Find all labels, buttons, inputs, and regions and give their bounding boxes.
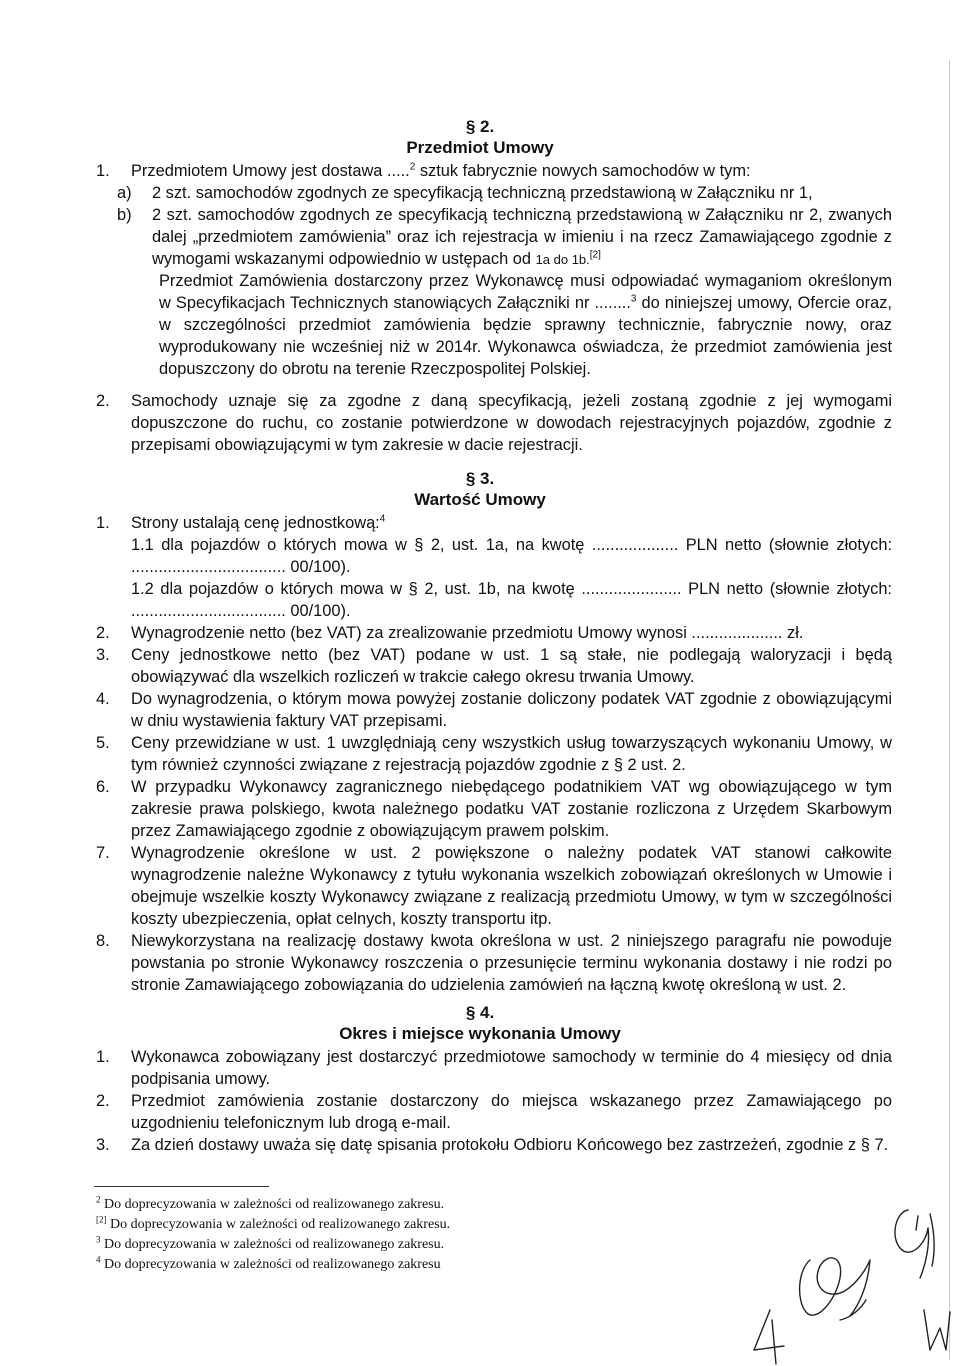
footnote-1: $^2$ Do doprecyzowania w zależności od realizowanego zakresu. bbox=[96, 1194, 445, 1212]
footnote-3: $^3$ Do doprecyzowania w zależności od realizowanego zakresu. bbox=[96, 1234, 445, 1252]
s3-item-4: Do wynagrodzenia, o którym mowa powyżej zostanie doliczony podatek VAT zgodnie z obowiązującymi w dniu wystawienia faktury VAT przepisami. bbox=[131, 690, 892, 730]
s2-item-1-number: 1. bbox=[96, 162, 110, 180]
s3-item-2-number: 2. bbox=[96, 624, 110, 642]
s4-item-3: Za dzień dostawy uważa się datę spisania protokołu Odbioru Końcowego bez zastrzeżeń, zgodnie z § 7. bbox=[131, 1136, 889, 1154]
footnote-4: $^4$ Do doprecyzowania w zależności od realizowanego zakresu bbox=[96, 1254, 441, 1272]
s3-item-4-number: 4. bbox=[96, 690, 110, 708]
s3-item-2: Wynagrodzenie netto (bez VAT) za zrealizowanie przedmiotu Umowy wynosi .................... zł. bbox=[131, 624, 804, 642]
s3-item-5-number: 5. bbox=[96, 734, 110, 752]
s4-item-1: Wykonawca zobowiązany jest dostarczyć przedmiotowe samochody w terminie do 4 miesięcy od dnia podpisania umowy. bbox=[131, 1048, 892, 1088]
section-2-number: § 2. bbox=[465, 117, 495, 136]
s2-item-a: 2 szt. samochodów zgodnych ze specyfikacją techniczną przedstawioną w Załączniku nr 1, bbox=[152, 184, 813, 202]
page-edge-line bbox=[949, 60, 950, 1360]
section-3-title: Wartość Umowy bbox=[414, 490, 546, 509]
s2-item-2-number: 2. bbox=[96, 392, 110, 410]
s4-item-3-number: 3. bbox=[96, 1136, 110, 1154]
section-3-number: § 3. bbox=[465, 469, 495, 488]
s2-item-b-label: b) bbox=[117, 206, 132, 224]
s3-item-7: Wynagrodzenie określone w ust. 2 powiększone o należny podatek VAT stanowi całkowite wynagrodzenie należne Wykonawcy z tytułu wykonania wszelkich zobowiązań określonych w Umowie i obejmuje wszelkie koszty Wykonawcy związane z realizacją przedmiotu Umowy, w tym w szczególności koszty ubezpieczenia, opłat celnych, koszty transportu itp. bbox=[131, 844, 892, 928]
s2-item-2: Samochody uznaje się za zgodne z daną specyfikacją, jeżeli zostaną zgodnie z jej wymogami dopuszczone do ruchu, co zostanie potwierdzone w dowodach rejestracyjnych pojazdów, zgodnie z przepisami obowiązującymi w tym zakresie w dacie rejestracji. bbox=[131, 392, 892, 454]
s2-item-a-label: a) bbox=[117, 184, 132, 202]
s2-item-b: 2 szt. samochodów zgodnych ze specyfikacją techniczną przedstawioną w Załączniku nr 2, zwanych dalej „przedmiotem zamówienia” oraz ich rejestracja w imieniu i na rzecz Zamawiającego zgodnie z wymogami wskazanymi odpowiednio w ustępach od 1a do 1b.[2] bbox=[152, 206, 892, 268]
s4-item-1-number: 1. bbox=[96, 1048, 110, 1066]
s2-item-1: Przedmiotem Umowy jest dostawa .....$^2$ sztuk fabrycznie nowych samochodów w tym: bbox=[131, 161, 751, 180]
s3-item-3: Ceny jednostkowe netto (bez VAT) podane w ust. 1 są stałe, nie podlegają waloryzacji i będą obowiązywać dla wszelkich rozliczeń w trakcie całego okresu trwania Umowy. bbox=[131, 646, 892, 686]
handwritten-signature bbox=[740, 1200, 955, 1366]
s3-item-5: Ceny przewidziane w ust. 1 uwzględniają ceny wszystkich usług towarzyszących wykonaniu Umowy, w tym również czynności związane z rejestracją pojazdów zgodnie z § 2 ust. 2. bbox=[131, 734, 892, 774]
section-4-title: Okres i miejsce wykonania Umowy bbox=[339, 1024, 621, 1043]
s3-item-1: Strony ustalają cenę jednostkową:$^4$ bbox=[131, 513, 386, 532]
footnote-2: [2] Do doprecyzowania w zależności od realizowanego zakresu. bbox=[96, 1214, 451, 1232]
s3-item-1-number: 1. bbox=[96, 514, 110, 532]
s3-item-6-number: 6. bbox=[96, 778, 110, 796]
section-2-title: Przedmiot Umowy bbox=[406, 138, 554, 157]
s4-item-2: Przedmiot zamówienia zostanie dostarczony do miejsca wskazanego przez Zamawiającego po uzgodnieniu telefonicznym lub drogą e-mail. bbox=[131, 1092, 892, 1132]
s3-item-1-2: 1.2 dla pojazdów o których mowa w § 2, ust. 1b, na kwotę ...................... PLN netto (słownie złotych: .................................. 00/100). bbox=[131, 580, 892, 620]
s3-item-3-number: 3. bbox=[96, 646, 110, 664]
s3-item-6: W przypadku Wykonawcy zagranicznego niebędącego podatnikiem VAT wg obowiązującego w tym zakresie prawa polskiego, kwota należnego podatku VAT zostanie rozliczona z Urzędem Skarbowym przez Zamawiającego zgodnie z obowiązującym prawem polskim. bbox=[131, 778, 892, 840]
s3-item-8-number: 8. bbox=[96, 932, 110, 950]
footnote-separator bbox=[94, 1186, 269, 1187]
s4-item-2-number: 2. bbox=[96, 1092, 110, 1110]
s3-item-1-1: 1.1 dla pojazdów o których mowa w § 2, ust. 1a, na kwotę ................... PLN netto (słownie złotych: .................................. 00/100). bbox=[131, 536, 892, 576]
s2-item-1-continuation: Przedmiot Zamówienia dostarczony przez Wykonawcę musi odpowiadać wymaganiom określonym w Specyfikacjach Technicznych stanowiących Załączniki nr ........$^3$ do niniejszej umowy, Ofercie oraz, w szczególności przedmiot zamówienia będzie sprawny technicznie, fabrycznie nowy, oraz wyprodukowany nie wcześniej niż w 2014r. Wykonawca oświadcza, że przedmiot zamówienia jest dopuszczony do obrotu na terenie Rzeczpospolitej Polskiej. bbox=[159, 272, 892, 378]
s3-item-7-number: 7. bbox=[96, 844, 110, 862]
s3-item-8: Niewykorzystana na realizację dostawy kwota określona w ust. 2 niniejszego paragrafu nie powoduje powstania po stronie Wykonawcy roszczenia o przesunięcie terminu wykonania dostawy i nie rodzi po stronie Zamawiającego zobowiązania do udzielenia zamówień na łączną kwotę określoną w ust. 2. bbox=[131, 932, 892, 994]
section-4-number: § 4. bbox=[465, 1003, 495, 1022]
